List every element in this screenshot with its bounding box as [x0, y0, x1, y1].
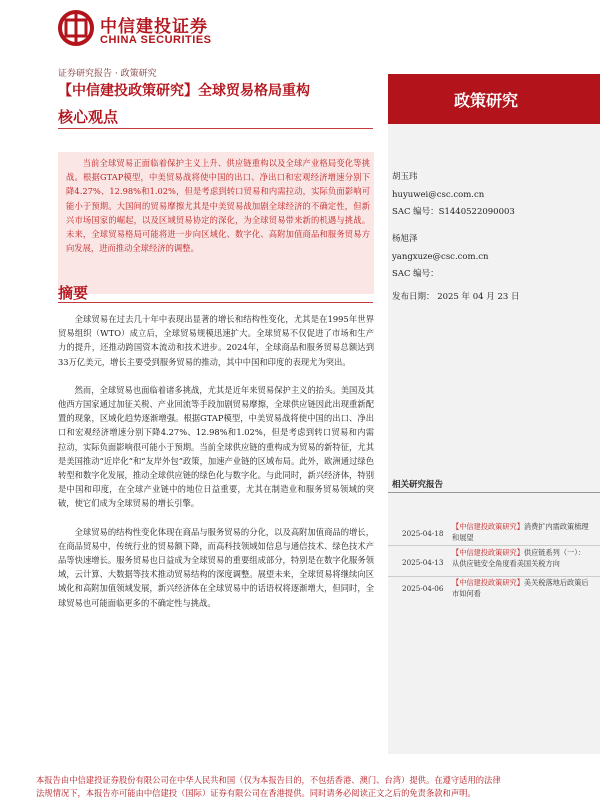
- analyst-sac: SAC 编号：S1440522090003: [392, 207, 515, 217]
- analyst-email: huyuwei@csc.com.cn: [392, 190, 485, 200]
- related-report-link[interactable]: [452, 522, 592, 543]
- related-report-date: 2025-04-18: [402, 529, 444, 538]
- brand-name-en: CHINA SECURITIES: [100, 34, 212, 46]
- analyst-name: 杨旭泽: [392, 234, 418, 244]
- brand-name-cn: 中信建投证券: [100, 17, 208, 37]
- related-row-divider: [388, 576, 600, 577]
- related-report-tag: 【中信建投政策研究】: [452, 578, 524, 587]
- summary-heading: 摘要: [58, 284, 89, 302]
- core-views-divider: [58, 128, 373, 129]
- citic-logo-icon: [58, 10, 94, 46]
- related-divider: [388, 492, 600, 493]
- summary-paragraph: 全球贸易的结构性变化体现在商品与服务贸易的分化，以及高附加值商品的增长，在商品贸易中，传统行业的贸易额下降，而高科技领域如信息与通信技术、绿色技术产品等快速增长。服务贸易也日益成为全球贸易的重要组成部分，特别是在数字化服务领域，云计算、大数据等技术推动贸易结构的深度调整。展望未来，全球贸易将继续向区域化和高附加值领域发展，新兴经济体在全球贸易中的话语权将逐渐增大，但同时，全球贸易也可能面临更多的不确定性与挑战。: [58, 526, 374, 608]
- analyst-email: yangxuze@csc.com.cn: [392, 252, 489, 262]
- analyst-name: 胡玉玮: [392, 172, 418, 182]
- related-report-link[interactable]: [452, 578, 592, 599]
- summary-divider: [58, 302, 373, 303]
- category-banner: [388, 74, 600, 124]
- summary-paragraph: 然而，全球贸易也面临着诸多挑战，尤其是近年来贸易保护主义的抬头。美国及其他西方国家通过加征关税、产业回流等手段加剧贸易摩擦，全球供应链因此出现重新配置的现象，区域化趋势逐渐增强。根据GTAP模型，中美贸易战将使中国的出口、净出口和宏观经济增速分别下降4.27%、12.98%和1.02%，但是考虑到转口贸易和内需拉动，实际负面影响很可能小于预期。当前全球供应链的重构成为贸易的新特征，尤其是美国推动“近岸化”和“友岸外包”政策，加速产业链的区域布局。此外，欧洲通过绿色转型和数字化发展，推动全球供应链的绿色化与数字化。与此同时，新兴经济体，特别是中国和印度，在全球产业链中的地位日益重要，尤其在制造业和服务贸易领域的突破，使它们成为全球贸易的增长引擎。: [58, 384, 374, 509]
- summary-body: [58, 312, 374, 624]
- related-report-link[interactable]: [452, 548, 592, 569]
- related-report-tag: 【中信建投政策研究】: [452, 522, 524, 531]
- related-report-date: 2025-04-13: [402, 558, 444, 567]
- publish-date: 发布日期： 2025 年 04 月 23 日: [392, 292, 520, 302]
- sidebar: [388, 124, 600, 754]
- disclaimer-footer: [36, 774, 600, 800]
- related-row-divider: [388, 545, 600, 546]
- core-views-box: [58, 152, 374, 294]
- related-reports-heading: 相关研究报告: [392, 480, 444, 490]
- related-report-title: 消费扩内需政策梳理和展望: [452, 522, 589, 542]
- related-report-tag: 【中信建投政策研究】: [452, 548, 524, 557]
- core-views-text: 当前全球贸易正面临着保护主义上升、供应链重构以及全球产业格局变化等挑战。根据GTAP模型，中美贸易战将使中国的出口、净出口和宏观经济增速分别下降4.27%、12.98%和1.02%，但是考虑到转口贸易和内需拉动，实际负面影响可能小于预期。大国间的贸易摩擦尤其是中美贸易战加剧全球经济的不确定性，但新兴市场国家的崛起，以及区域贸易协定的深化，为全球贸易带来新的机遇与挑战。未来，全球贸易格局可能将进一步向区域化、数字化、高附加值商品和服务贸易方向发展，进而推动全球经济的调整。: [66, 158, 370, 254]
- analyst-sac: SAC 编号：: [392, 269, 439, 279]
- related-report-date: 2025-04-06: [402, 584, 444, 593]
- related-report-title: 供应链系列（一）：从供应链安全角度看美国关税方向: [452, 548, 585, 568]
- company-logo: [58, 10, 258, 50]
- disclaimer-line: 法规情况下，本报告亦可能由中信建投（国际）证券有限公司在香港提供。同时请务必阅读正文之后的免责条款和声明。: [36, 788, 476, 798]
- category-label: 政策研究: [454, 91, 519, 110]
- report-title: 【中信建投政策研究】全球贸易格局重构: [58, 83, 310, 99]
- summary-paragraph: 全球贸易在过去几十年中表现出显著的增长和结构性变化，尤其是在1995年世界贸易组织（WTO）成立后，全球贸易规模迅速扩大。全球贸易不仅促进了市场和生产力的提升，还推动跨国资本流动和技术进步。2024年，全球商品和服务贸易总额达到33万亿美元，增长主要受到服务贸易的推动，其中中国和印度的表现尤为突出。: [58, 314, 374, 367]
- disclaimer-line: 本报告由中信建投证券股份有限公司在中华人民共和国（仅为本报告目的，不包括香港、澳门、台湾）提供。在遵守适用的法律: [36, 775, 501, 785]
- related-report-title: 美关税落地后政策后市如何看: [452, 578, 589, 598]
- core-views-heading: 核心观点: [58, 108, 119, 126]
- report-series: 证券研究报告 · 政策研究: [58, 69, 157, 79]
